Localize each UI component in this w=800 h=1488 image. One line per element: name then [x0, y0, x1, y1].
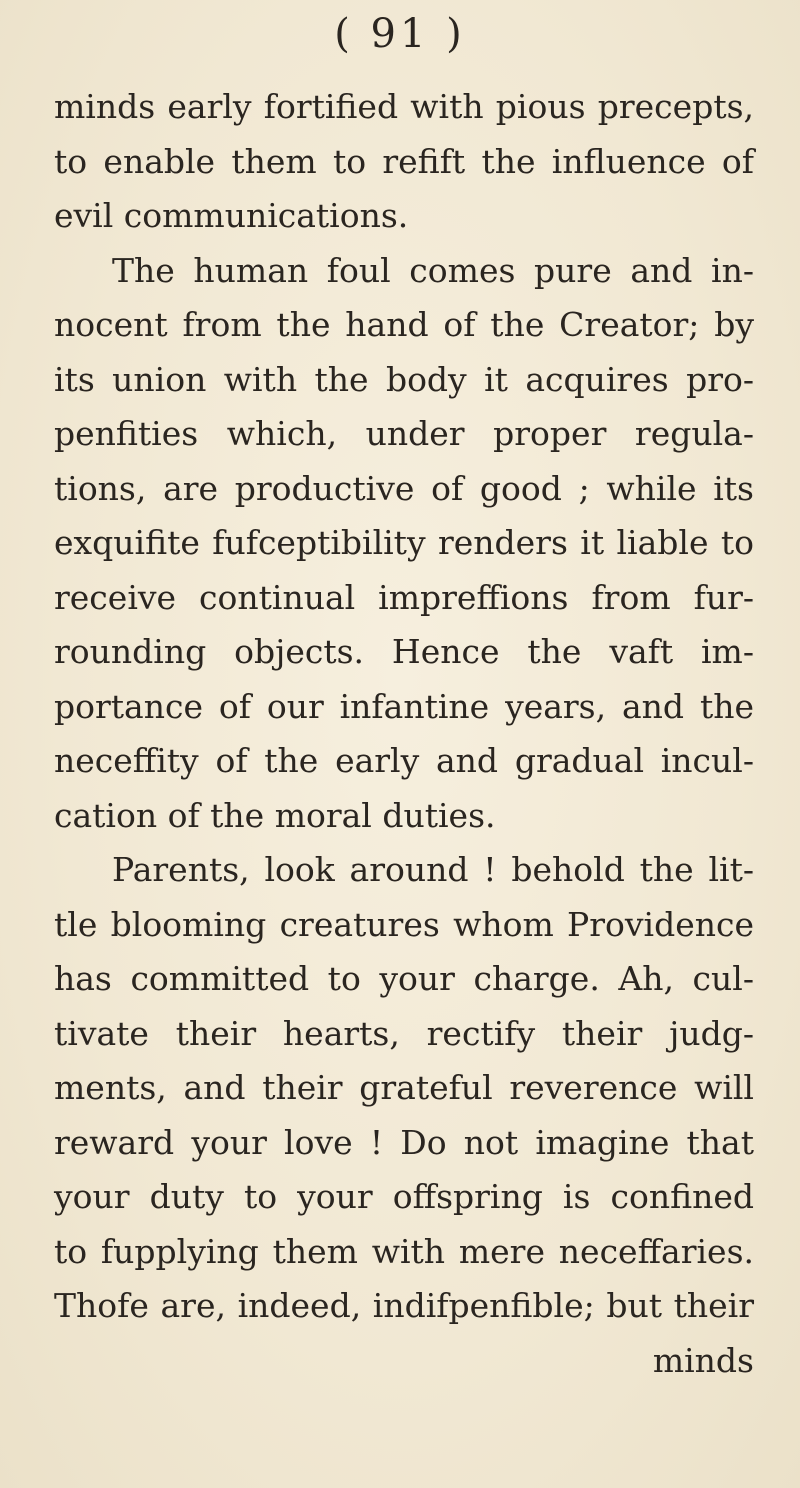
text-line: receive continual impreffions from fur- — [54, 577, 754, 617]
paragraph-start-line: Parents, look around ! behold the lit- — [112, 850, 754, 889]
text-line: tions, are productive of good ; while its — [54, 468, 754, 508]
text-line: your duty to your offspring is confined — [54, 1177, 754, 1216]
text-line: portance of our infantine years, and the — [54, 686, 754, 726]
text-line: to enable them to refift the influence of — [54, 141, 754, 181]
text-line: neceffity of the early and gradual incul- — [54, 741, 754, 780]
text-line: Thofe are, indeed, indifpenfible; but their — [54, 1286, 754, 1325]
text-line: rounding objects. Hence the vaft im- — [54, 632, 754, 671]
text-line: has committed to your charge. Ah, cul- — [54, 959, 754, 998]
catchword: minds — [652, 1340, 754, 1380]
text-line: evil communications. — [54, 196, 409, 235]
body-text — [54, 80, 754, 1388]
text-line: its union with the body it acquires pro- — [54, 359, 754, 399]
text-line: tivate their hearts, rectify their judg- — [54, 1013, 754, 1053]
text-line: nocent from the hand of the Creator; by — [54, 305, 754, 344]
text-line: ments, and their grateful reverence will — [54, 1068, 754, 1107]
page-number: ( 91 ) — [334, 11, 466, 57]
text-line: cation of the moral duties. — [54, 795, 496, 835]
text-line: tle blooming creatures whom Providence — [54, 904, 754, 944]
text-line: to fupplying them with mere neceffaries. — [54, 1231, 754, 1271]
text-line: reward your love ! Do not imagine that — [54, 1122, 754, 1162]
text-line: exquifite fufceptibility renders it liable to — [54, 523, 754, 562]
text-line: minds early fortified with pious precepts, — [54, 87, 754, 126]
text-line: penfities which, under proper regula- — [54, 414, 754, 453]
paragraph-start-line: The human foul comes pure and in- — [112, 250, 754, 290]
